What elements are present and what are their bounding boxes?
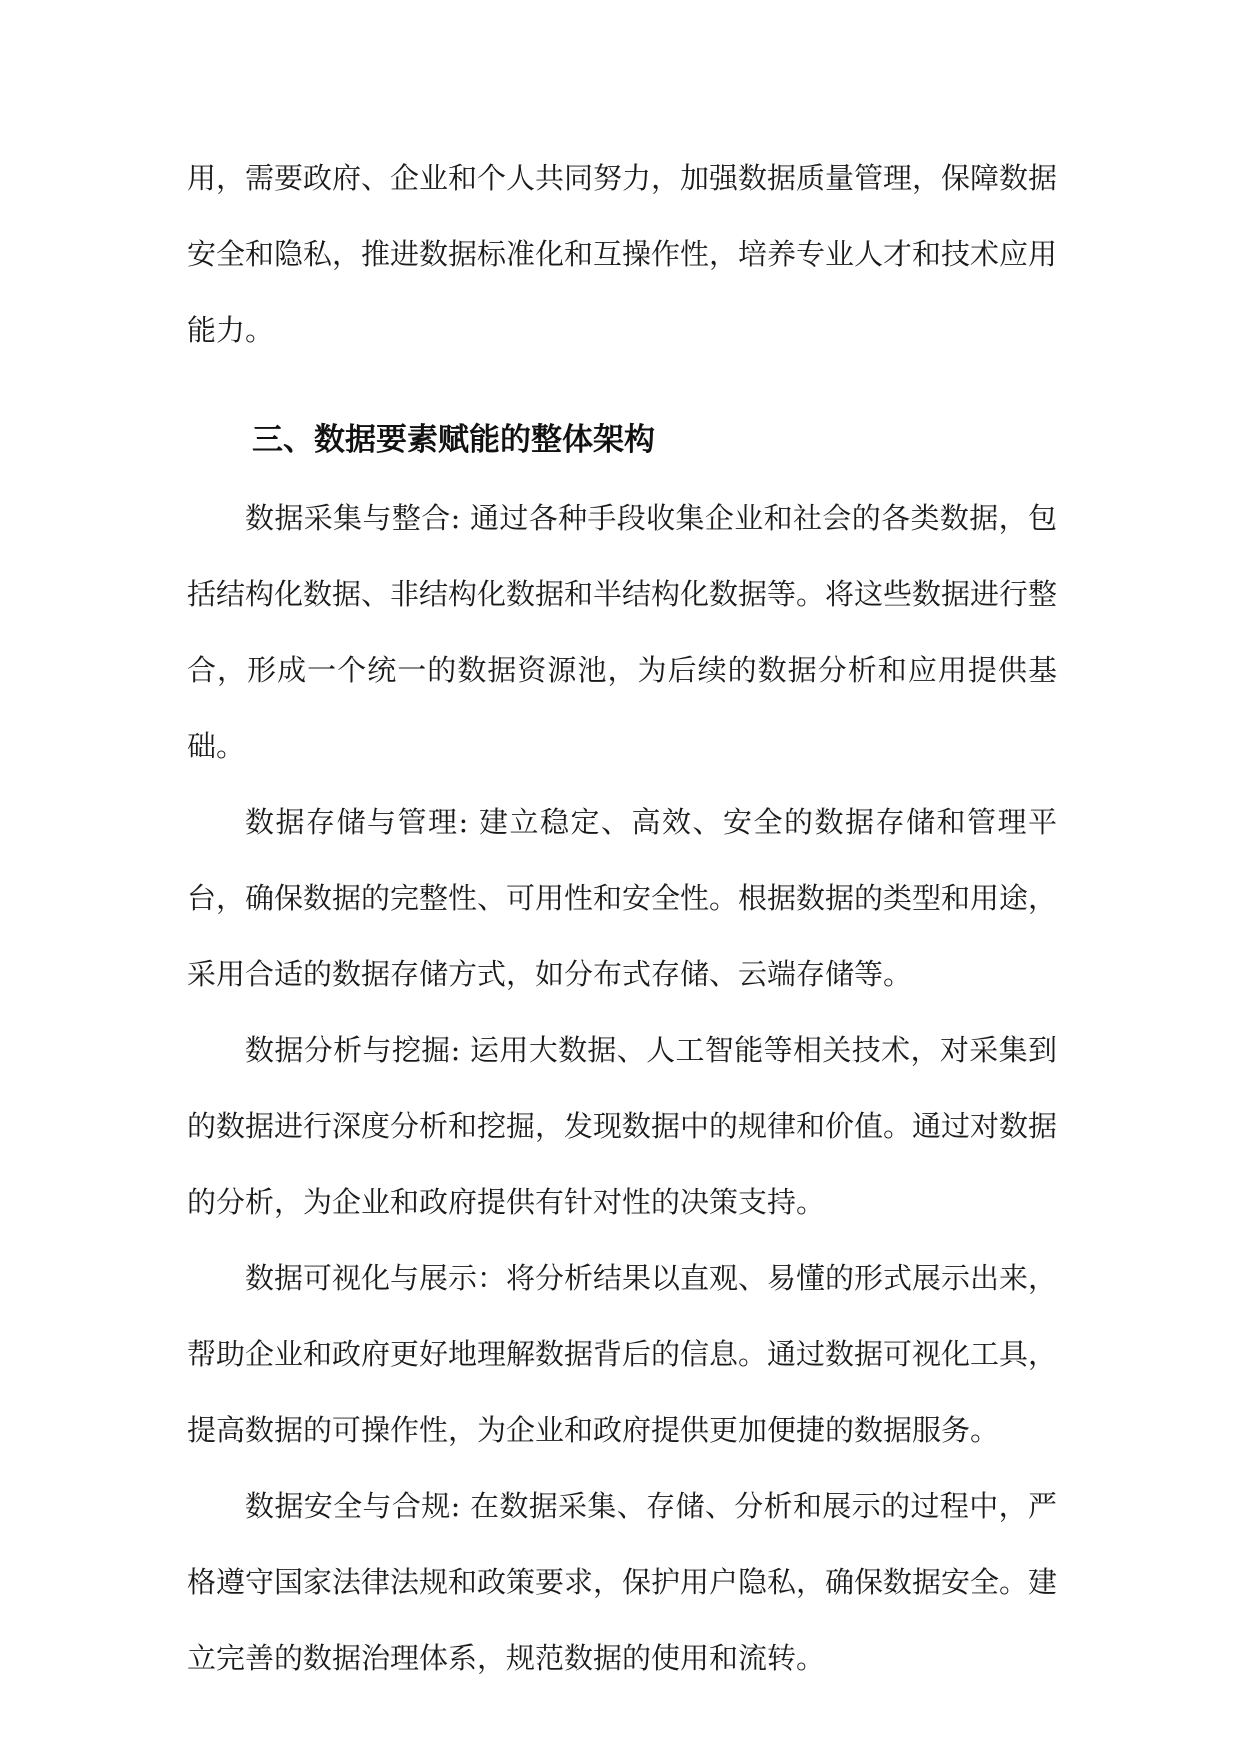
document-body (187, 140, 1057, 1696)
paragraph-data-security: 数据安全与合规: 在数据采集、存储、分析和展示的过程中，严格遵守国家法律法规和政策要求，保护用户隐私，确保数据安全。建立完善的数据治理体系，规范数据的使用和流转。 (187, 1489, 1058, 1675)
section-heading: 三、数据要素赋能的整体架构 (252, 422, 655, 458)
continuation-paragraph: 用，需要政府、企业和个人共同努力，加强数据质量管理，保障数据安全和隐私，推进数据标准化和互操作性，培养专业人才和技术应用能力。 (187, 161, 1058, 347)
paragraph-data-visualization: 数据可视化与展示：将分析结果以直观、易懂的形式展示出来，帮助企业和政府更好地理解数据背后的信息。通过数据可视化工具，提高数据的可操作性，为企业和政府提供更加便捷的数据服务。 (187, 1261, 1058, 1447)
paragraph-data-collection: 数据采集与整合: 通过各种手段收集企业和社会的各类数据，包括结构化数据、非结构化数据和半结构化数据等。将这些数据进行整合，形成一个统一的数据资源池，为后续的数据分析和应用提供基础。 (187, 501, 1058, 763)
paragraph-data-storage: 数据存储与管理: 建立稳定、高效、安全的数据存储和管理平台，确保数据的完整性、可用性和安全性。根据数据的类型和用途，采用合适的数据存储方式，如分布式存储、云端存储等。 (187, 805, 1058, 991)
paragraph-data-analysis: 数据分析与挖掘: 运用大数据、人工智能等相关技术，对采集到的数据进行深度分析和挖掘，发现数据中的规律和价值。通过对数据的分析，为企业和政府提供有针对性的决策支持。 (187, 1033, 1058, 1219)
